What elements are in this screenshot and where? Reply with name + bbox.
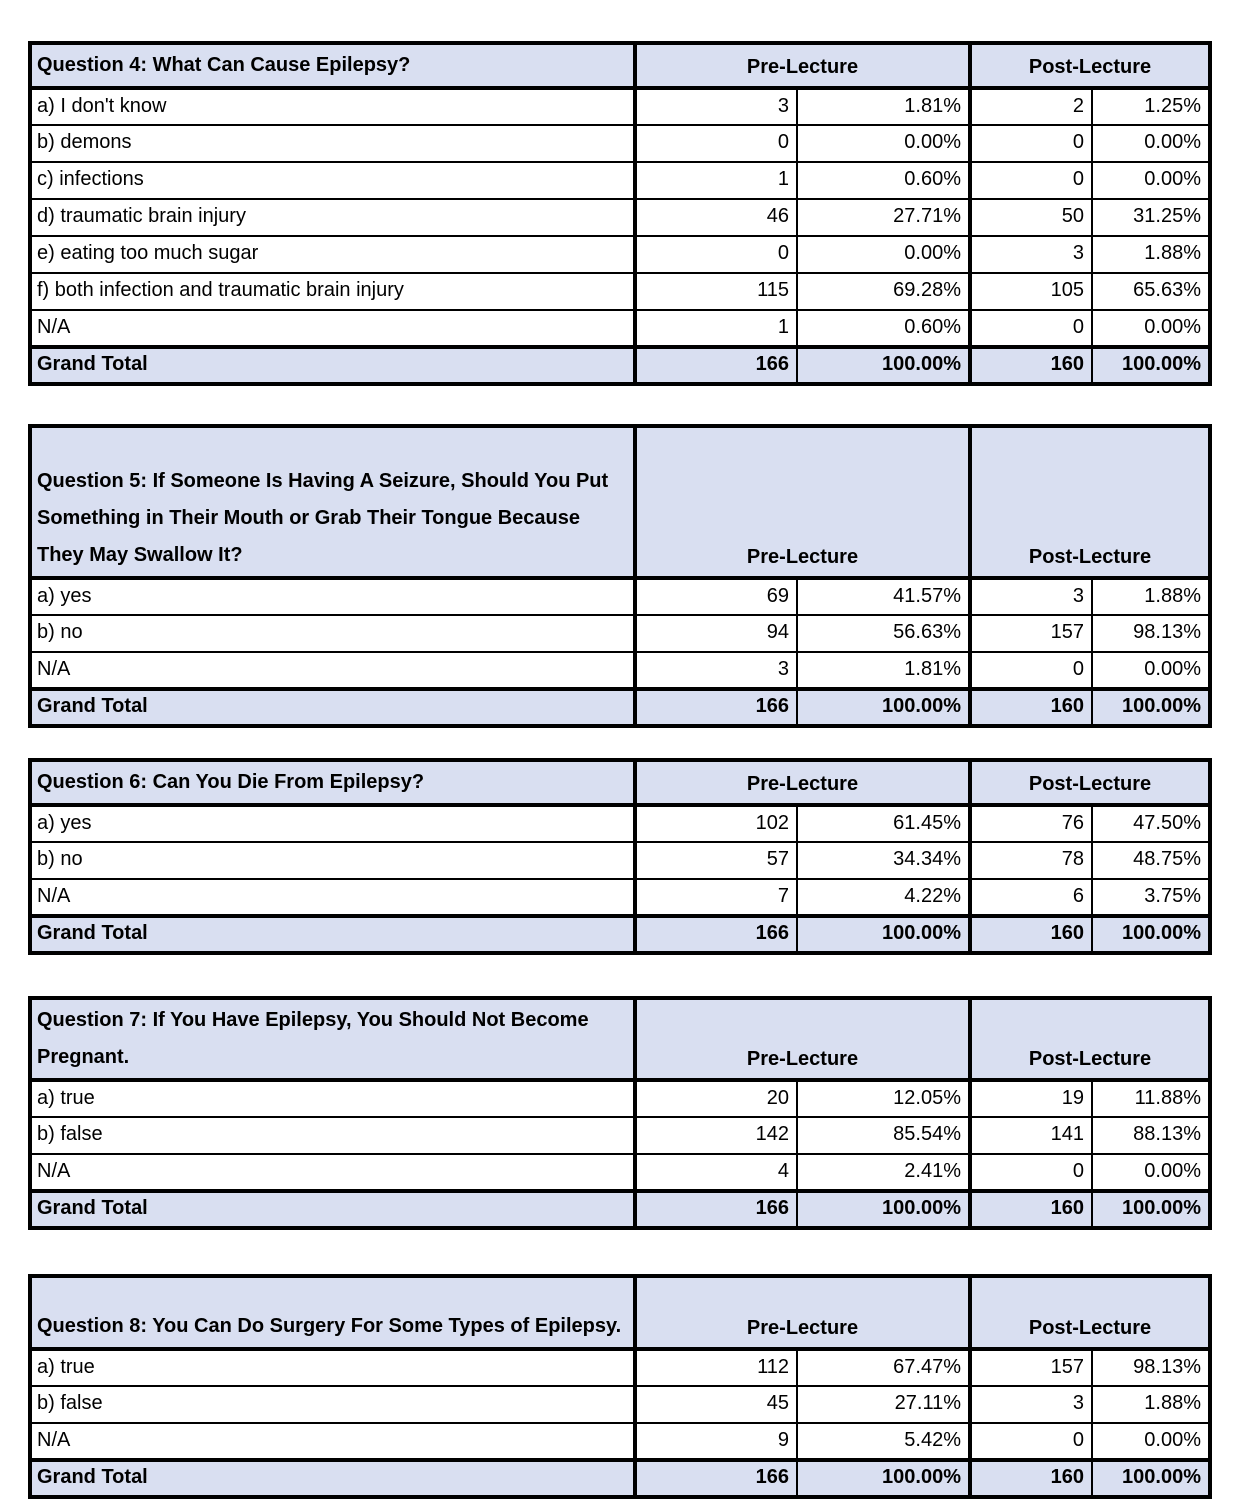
post-count-cell: 141 — [970, 1117, 1092, 1154]
total-post-percent-cell: 100.00% — [1092, 689, 1210, 726]
pre-percent-cell: 1.81% — [797, 88, 970, 125]
question-table-8 — [28, 1274, 1212, 1499]
post-count-cell: 0 — [970, 1423, 1092, 1460]
total-post-percent-cell: 100.00% — [1092, 916, 1210, 953]
pre-percent-cell: 12.05% — [797, 1080, 970, 1117]
pre-percent-cell: 4.22% — [797, 879, 970, 916]
pre-percent-cell: 34.34% — [797, 842, 970, 879]
answer-row — [30, 805, 1210, 842]
total-post-count-cell: 160 — [970, 689, 1092, 726]
post-percent-cell: 48.75% — [1092, 842, 1210, 879]
pre-count-cell: 69 — [635, 578, 797, 615]
pre-count-cell: 9 — [635, 1423, 797, 1460]
answer-row — [30, 578, 1210, 615]
post-percent-cell: 1.88% — [1092, 578, 1210, 615]
post-lecture-header: Post-Lecture — [970, 1276, 1210, 1349]
pre-percent-cell: 27.11% — [797, 1386, 970, 1423]
answer-label-cell: a) yes — [30, 578, 635, 615]
grand-total-row — [30, 916, 1210, 953]
pre-count-cell: 102 — [635, 805, 797, 842]
answer-row — [30, 615, 1210, 652]
total-post-count-cell: 160 — [970, 347, 1092, 384]
pre-count-cell: 142 — [635, 1117, 797, 1154]
answer-label-cell: b) no — [30, 842, 635, 879]
total-post-percent-cell: 100.00% — [1092, 347, 1210, 384]
answer-row — [30, 1386, 1210, 1423]
pre-lecture-header: Pre-Lecture — [635, 43, 970, 88]
post-percent-cell: 88.13% — [1092, 1117, 1210, 1154]
answer-label-cell: a) yes — [30, 805, 635, 842]
pre-count-cell: 57 — [635, 842, 797, 879]
post-percent-cell: 1.25% — [1092, 88, 1210, 125]
answer-label-cell: b) no — [30, 615, 635, 652]
total-pre-percent-cell: 100.00% — [797, 1191, 970, 1228]
total-post-percent-cell: 100.00% — [1092, 1191, 1210, 1228]
post-count-cell: 78 — [970, 842, 1092, 879]
question-title: Question 5: If Someone Is Having A Seizure, Should You Put Something in Their Mouth or Grab Their Tongue Because They May Swallow It? — [30, 426, 635, 578]
pre-percent-cell: 85.54% — [797, 1117, 970, 1154]
pre-lecture-header: Pre-Lecture — [635, 426, 970, 578]
answer-label-cell: a) I don't know — [30, 88, 635, 125]
pre-count-cell: 45 — [635, 1386, 797, 1423]
pre-count-cell: 20 — [635, 1080, 797, 1117]
post-count-cell: 0 — [970, 310, 1092, 347]
total-answer-label-cell: Grand Total — [30, 347, 635, 384]
pre-count-cell: 112 — [635, 1349, 797, 1386]
answer-label-cell: d) traumatic brain injury — [30, 199, 635, 236]
pre-percent-cell: 27.71% — [797, 199, 970, 236]
pre-lecture-header: Pre-Lecture — [635, 998, 970, 1080]
pre-percent-cell: 5.42% — [797, 1423, 970, 1460]
header-row — [30, 426, 1210, 578]
grand-total-row — [30, 347, 1210, 384]
post-count-cell: 157 — [970, 615, 1092, 652]
answer-row — [30, 879, 1210, 916]
post-percent-cell: 1.88% — [1092, 236, 1210, 273]
question-title: Question 8: You Can Do Surgery For Some Types of Epilepsy. — [30, 1276, 635, 1349]
question-title: Question 4: What Can Cause Epilepsy? — [30, 43, 635, 88]
pre-count-cell: 3 — [635, 88, 797, 125]
total-post-count-cell: 160 — [970, 1191, 1092, 1228]
answer-label-cell: N/A — [30, 310, 635, 347]
post-lecture-header: Post-Lecture — [970, 43, 1210, 88]
question-table-5 — [28, 424, 1212, 728]
total-answer-label-cell: Grand Total — [30, 916, 635, 953]
total-pre-count-cell: 166 — [635, 1460, 797, 1497]
answer-row — [30, 88, 1210, 125]
answer-row — [30, 1349, 1210, 1386]
total-pre-count-cell: 166 — [635, 1191, 797, 1228]
header-row — [30, 760, 1210, 805]
answer-row — [30, 1080, 1210, 1117]
answer-label-cell: N/A — [30, 1154, 635, 1191]
pre-count-cell: 94 — [635, 615, 797, 652]
pre-lecture-header: Pre-Lecture — [635, 760, 970, 805]
answer-row — [30, 310, 1210, 347]
pre-count-cell: 4 — [635, 1154, 797, 1191]
post-count-cell: 0 — [970, 162, 1092, 199]
pre-percent-cell: 0.60% — [797, 310, 970, 347]
total-pre-count-cell: 166 — [635, 916, 797, 953]
post-lecture-header: Post-Lecture — [970, 426, 1210, 578]
total-pre-percent-cell: 100.00% — [797, 689, 970, 726]
question-table-6 — [28, 758, 1212, 955]
pre-percent-cell: 2.41% — [797, 1154, 970, 1191]
total-answer-label-cell: Grand Total — [30, 1460, 635, 1497]
pre-count-cell: 7 — [635, 879, 797, 916]
answer-row — [30, 236, 1210, 273]
total-pre-count-cell: 166 — [635, 689, 797, 726]
answer-label-cell: a) true — [30, 1080, 635, 1117]
post-count-cell: 76 — [970, 805, 1092, 842]
total-post-count-cell: 160 — [970, 1460, 1092, 1497]
answer-label-cell: b) false — [30, 1117, 635, 1154]
post-percent-cell: 0.00% — [1092, 1154, 1210, 1191]
post-percent-cell: 47.50% — [1092, 805, 1210, 842]
total-pre-percent-cell: 100.00% — [797, 1460, 970, 1497]
pre-percent-cell: 0.60% — [797, 162, 970, 199]
post-count-cell: 0 — [970, 125, 1092, 162]
post-percent-cell: 0.00% — [1092, 125, 1210, 162]
pre-count-cell: 1 — [635, 310, 797, 347]
answer-row — [30, 273, 1210, 310]
post-count-cell: 3 — [970, 578, 1092, 615]
post-count-cell: 3 — [970, 236, 1092, 273]
post-count-cell: 157 — [970, 1349, 1092, 1386]
pre-percent-cell: 0.00% — [797, 236, 970, 273]
answer-label-cell: N/A — [30, 879, 635, 916]
pre-percent-cell: 67.47% — [797, 1349, 970, 1386]
total-pre-count-cell: 166 — [635, 347, 797, 384]
total-post-count-cell: 160 — [970, 916, 1092, 953]
answer-label-cell: c) infections — [30, 162, 635, 199]
total-answer-label-cell: Grand Total — [30, 1191, 635, 1228]
post-count-cell: 105 — [970, 273, 1092, 310]
question-title: Question 6: Can You Die From Epilepsy? — [30, 760, 635, 805]
answer-row — [30, 842, 1210, 879]
total-answer-label-cell: Grand Total — [30, 689, 635, 726]
post-count-cell: 0 — [970, 652, 1092, 689]
pre-percent-cell: 41.57% — [797, 578, 970, 615]
answer-label-cell: b) demons — [30, 125, 635, 162]
answer-row — [30, 162, 1210, 199]
pre-count-cell: 0 — [635, 236, 797, 273]
post-count-cell: 3 — [970, 1386, 1092, 1423]
answer-label-cell: e) eating too much sugar — [30, 236, 635, 273]
pre-count-cell: 3 — [635, 652, 797, 689]
post-lecture-header: Post-Lecture — [970, 760, 1210, 805]
pre-percent-cell: 0.00% — [797, 125, 970, 162]
total-post-percent-cell: 100.00% — [1092, 1460, 1210, 1497]
post-count-cell: 19 — [970, 1080, 1092, 1117]
post-percent-cell: 1.88% — [1092, 1386, 1210, 1423]
header-row — [30, 1276, 1210, 1349]
grand-total-row — [30, 1191, 1210, 1228]
post-percent-cell: 0.00% — [1092, 310, 1210, 347]
question-table-7 — [28, 996, 1212, 1230]
grand-total-row — [30, 689, 1210, 726]
answer-label-cell: f) both infection and traumatic brain injury — [30, 273, 635, 310]
post-count-cell: 6 — [970, 879, 1092, 916]
post-percent-cell: 0.00% — [1092, 652, 1210, 689]
total-pre-percent-cell: 100.00% — [797, 916, 970, 953]
answer-row — [30, 125, 1210, 162]
answer-row — [30, 1117, 1210, 1154]
post-percent-cell: 65.63% — [1092, 273, 1210, 310]
post-percent-cell: 3.75% — [1092, 879, 1210, 916]
pre-count-cell: 115 — [635, 273, 797, 310]
post-percent-cell: 98.13% — [1092, 1349, 1210, 1386]
answer-row — [30, 199, 1210, 236]
answer-label-cell: N/A — [30, 1423, 635, 1460]
total-pre-percent-cell: 100.00% — [797, 347, 970, 384]
header-row — [30, 998, 1210, 1080]
post-count-cell: 0 — [970, 1154, 1092, 1191]
question-table-4 — [28, 41, 1212, 386]
post-percent-cell: 11.88% — [1092, 1080, 1210, 1117]
pre-percent-cell: 56.63% — [797, 615, 970, 652]
pre-percent-cell: 61.45% — [797, 805, 970, 842]
post-percent-cell: 0.00% — [1092, 162, 1210, 199]
pre-percent-cell: 69.28% — [797, 273, 970, 310]
post-lecture-header: Post-Lecture — [970, 998, 1210, 1080]
pre-count-cell: 46 — [635, 199, 797, 236]
answer-label-cell: b) false — [30, 1386, 635, 1423]
answer-label-cell: a) true — [30, 1349, 635, 1386]
header-row — [30, 43, 1210, 88]
pre-count-cell: 0 — [635, 125, 797, 162]
answer-row — [30, 1154, 1210, 1191]
pre-lecture-header: Pre-Lecture — [635, 1276, 970, 1349]
post-percent-cell: 0.00% — [1092, 1423, 1210, 1460]
pre-percent-cell: 1.81% — [797, 652, 970, 689]
answer-label-cell: N/A — [30, 652, 635, 689]
post-percent-cell: 31.25% — [1092, 199, 1210, 236]
post-count-cell: 2 — [970, 88, 1092, 125]
pre-count-cell: 1 — [635, 162, 797, 199]
question-title: Question 7: If You Have Epilepsy, You Should Not Become Pregnant. — [30, 998, 635, 1080]
answer-row — [30, 652, 1210, 689]
post-percent-cell: 98.13% — [1092, 615, 1210, 652]
answer-row — [30, 1423, 1210, 1460]
post-count-cell: 50 — [970, 199, 1092, 236]
grand-total-row — [30, 1460, 1210, 1497]
